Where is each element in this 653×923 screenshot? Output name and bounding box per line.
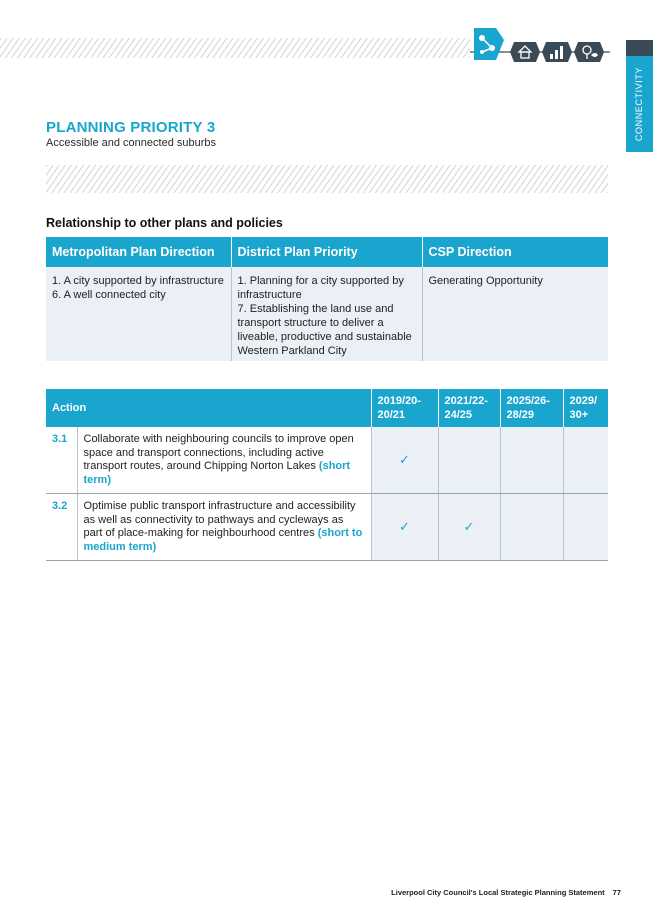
action-term: (short term) <box>83 460 351 486</box>
home-icon <box>510 42 540 62</box>
header-period-1-line1: 2019/20- <box>377 395 421 407</box>
header-metro: Metropolitan Plan Direction <box>46 237 231 267</box>
header-period-3-line1: 2025/26- <box>506 395 550 407</box>
tick-icon: ✓ <box>399 452 410 468</box>
action-number: 3.1 <box>46 427 77 494</box>
header-district: District Plan Priority <box>231 237 422 267</box>
header-period-2-line2: 24/25 <box>444 409 473 421</box>
tick-cell <box>500 494 563 561</box>
relationship-section-title: Relationship to other plans and policies <box>46 216 283 230</box>
tick-cell <box>563 427 608 494</box>
header-csp: CSP Direction <box>422 237 608 267</box>
action-description: Collaborate with neighbouring councils to improve open space and transport connections, including active transport routes, around Chipping Norton Lakes <box>83 433 354 472</box>
tick-icon: ✓ <box>399 519 410 535</box>
district-item: 7. Establishing the land use and transport structure to deliver a liveable, productive and sustainable Western Parkland City <box>237 303 412 357</box>
cell-district <box>231 267 422 361</box>
action-text <box>77 427 371 494</box>
action-description: Optimise public transport infrastructure and accessibility as well as connectivity to pathways and cycleways as part of place-making for neighbourhood centres <box>83 500 356 539</box>
header-period-1-line2: 20/21 <box>377 409 406 421</box>
side-tab-cap <box>626 40 653 56</box>
page-footer <box>391 888 621 897</box>
actions-header-row <box>46 389 608 427</box>
tick-cell <box>500 427 563 494</box>
tick-cell <box>371 494 438 561</box>
action-text <box>77 494 371 561</box>
header-period-2 <box>438 389 500 427</box>
actions-table <box>46 389 608 561</box>
leaf-icon <box>574 42 604 62</box>
header-period-3 <box>500 389 563 427</box>
connectivity-icon <box>474 28 504 60</box>
decorative-hatch-divider <box>46 165 608 193</box>
relationship-row <box>46 267 608 361</box>
page-title: PLANNING PRIORITY 3 <box>46 119 216 136</box>
action-row <box>46 494 608 561</box>
theme-icon-strip <box>470 24 610 64</box>
bar-chart-icon <box>542 42 572 62</box>
header-period-4 <box>563 389 608 427</box>
action-term: (short to medium term) <box>83 527 363 553</box>
tick-cell <box>371 427 438 494</box>
header-period-1 <box>371 389 438 427</box>
metro-item: 6. A well connected city <box>52 289 166 301</box>
header-period-4-line1: 2029/ <box>569 395 598 407</box>
district-item: 1. Planning for a city supported by infrastructure <box>237 275 404 301</box>
header-period-4-line2: 30+ <box>569 409 589 421</box>
cell-metro <box>46 267 231 361</box>
section-side-tab <box>626 40 653 152</box>
relationship-table <box>46 237 608 361</box>
side-tab-label: CONNECTIVITY <box>634 66 645 142</box>
header-action: Action <box>46 389 371 427</box>
page-subtitle: Accessible and connected suburbs <box>46 137 216 149</box>
footer-text: Liverpool City Council's Local Strategic Planning Statement <box>391 888 605 897</box>
tick-icon: ✓ <box>463 519 475 535</box>
tick-cell <box>438 494 500 561</box>
header-period-3-line2: 28/29 <box>506 409 535 421</box>
cell-csp: Generating Opportunity <box>422 267 608 361</box>
action-number: 3.2 <box>46 494 77 561</box>
page-number: 77 <box>612 888 621 897</box>
metro-item: 1. A city supported by infrastructure <box>52 275 224 287</box>
relationship-header-row <box>46 237 608 267</box>
tick-cell <box>563 494 608 561</box>
action-row <box>46 427 608 494</box>
header-period-2-line1: 2021/22- <box>444 395 488 407</box>
side-tab-label-wrap <box>626 56 653 152</box>
decorative-hatch-top <box>0 38 470 58</box>
tick-cell <box>438 427 500 494</box>
